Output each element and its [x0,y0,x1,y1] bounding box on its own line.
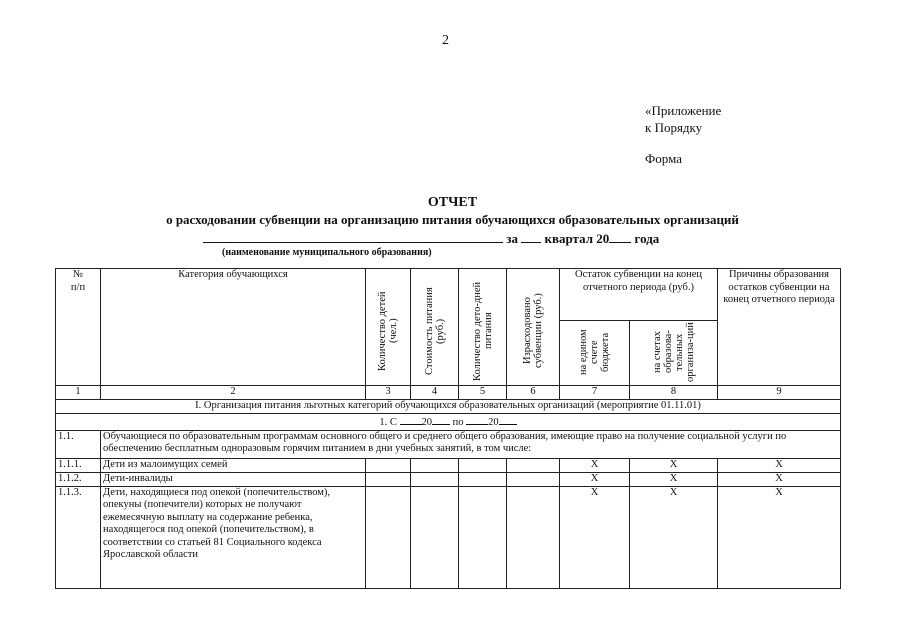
column-numbers-row [56,386,841,400]
row-text: Дети-инвалиды [101,472,366,486]
document-title: ОТЧЕТ [427,195,478,210]
header-reasons: Причины образования остатков субвенции на конец отчетного периода [718,269,841,386]
row-num: 1.1.3. [56,486,101,588]
quarter-za: за [506,231,518,246]
quarter-goda: года [634,231,660,246]
x-mark: Х [718,472,841,486]
period-blank [432,414,450,425]
period-blank [499,414,517,425]
x-mark: Х [560,472,630,486]
report-table [55,268,841,589]
header-num: № п/п [56,269,101,386]
period-year-2: 20 [488,417,499,428]
table-row [56,458,841,472]
header-child-days: Количество дето-дней питания [471,281,494,381]
col-number: 6 [507,386,560,400]
row-num: 1.1. [56,430,101,458]
form-label: Форма [645,151,682,166]
x-mark: Х [560,486,630,588]
header-org-accounts: на счетах образова-тельных организа-ций [651,322,696,382]
x-mark: Х [718,486,841,588]
appendix-line-2: к Порядку [645,120,703,135]
document-subtitle: о расходовании субвенции на организацию питания обучающихся образовательных организаций [166,212,739,227]
x-mark: Х [718,458,841,472]
period-blank [466,414,488,425]
header-count: Количество детей (чел.) [377,291,399,371]
row-num: 1.1.1. [56,458,101,472]
col-number: 4 [411,386,459,400]
row-text: Дети, находящиеся под опекой (попечительством), опекуны (попечители) которых не получают ежемесячную выплату на содержание ребенка, находящегося под опекой (попечительством), в соответствии со статьей 81 Социального кодекса Ярославской области [101,486,366,588]
quarter-line [203,230,659,247]
period-year-1: 20 [421,417,432,428]
year-blank [609,230,631,243]
table-row [56,472,841,486]
x-mark: Х [630,458,718,472]
appendix-note [645,102,721,136]
municipality-caption: (наименование муниципального образования) [222,247,432,258]
section-title: I. Организация питания льготных категорий обучающихся образовательных организаций (мероприятие 01.11.01) [56,400,841,414]
period-prefix: 1. С [379,417,397,428]
x-mark: Х [630,472,718,486]
appendix-line-1: «Приложение [645,103,722,118]
header-single-account: на едином счете бюджета [578,329,611,375]
col-number: 8 [630,386,718,400]
col-number: 3 [366,386,411,400]
header-cost: Стоимость питания (руб.) [423,287,446,375]
col-number: 7 [560,386,630,400]
header-category: Категория обучающихся [101,269,366,386]
period-row [56,414,841,431]
header-remainder: Остаток субвенции на конец отчетного периода (руб.) [560,269,718,321]
row-num: 1.1.2. [56,472,101,486]
page-number: 2 [442,33,449,48]
x-mark: Х [560,458,630,472]
municipality-blank [203,230,503,243]
quarter-kvartal: квартал 20 [544,231,610,246]
table-row [56,430,841,458]
col-number: 2 [101,386,366,400]
period-blank [400,414,422,425]
x-mark: Х [630,486,718,588]
row-text: Обучающиеся по образовательным программам основного общего и среднего общего образования, имеющие право на получение социальной услуги по обеспечению бесплатным одноразовым горячим питанием в дни учебных занятий, в том числе: [101,430,841,458]
period-po: по [452,417,464,428]
header-spent: Израсходовано субвенции (руб.) [522,293,544,369]
col-number: 1 [56,386,101,400]
quarter-number-blank [521,230,541,243]
table-row [56,486,841,588]
row-text: Дети из малоимущих семей [101,458,366,472]
col-number: 9 [718,386,841,400]
col-number: 5 [459,386,507,400]
